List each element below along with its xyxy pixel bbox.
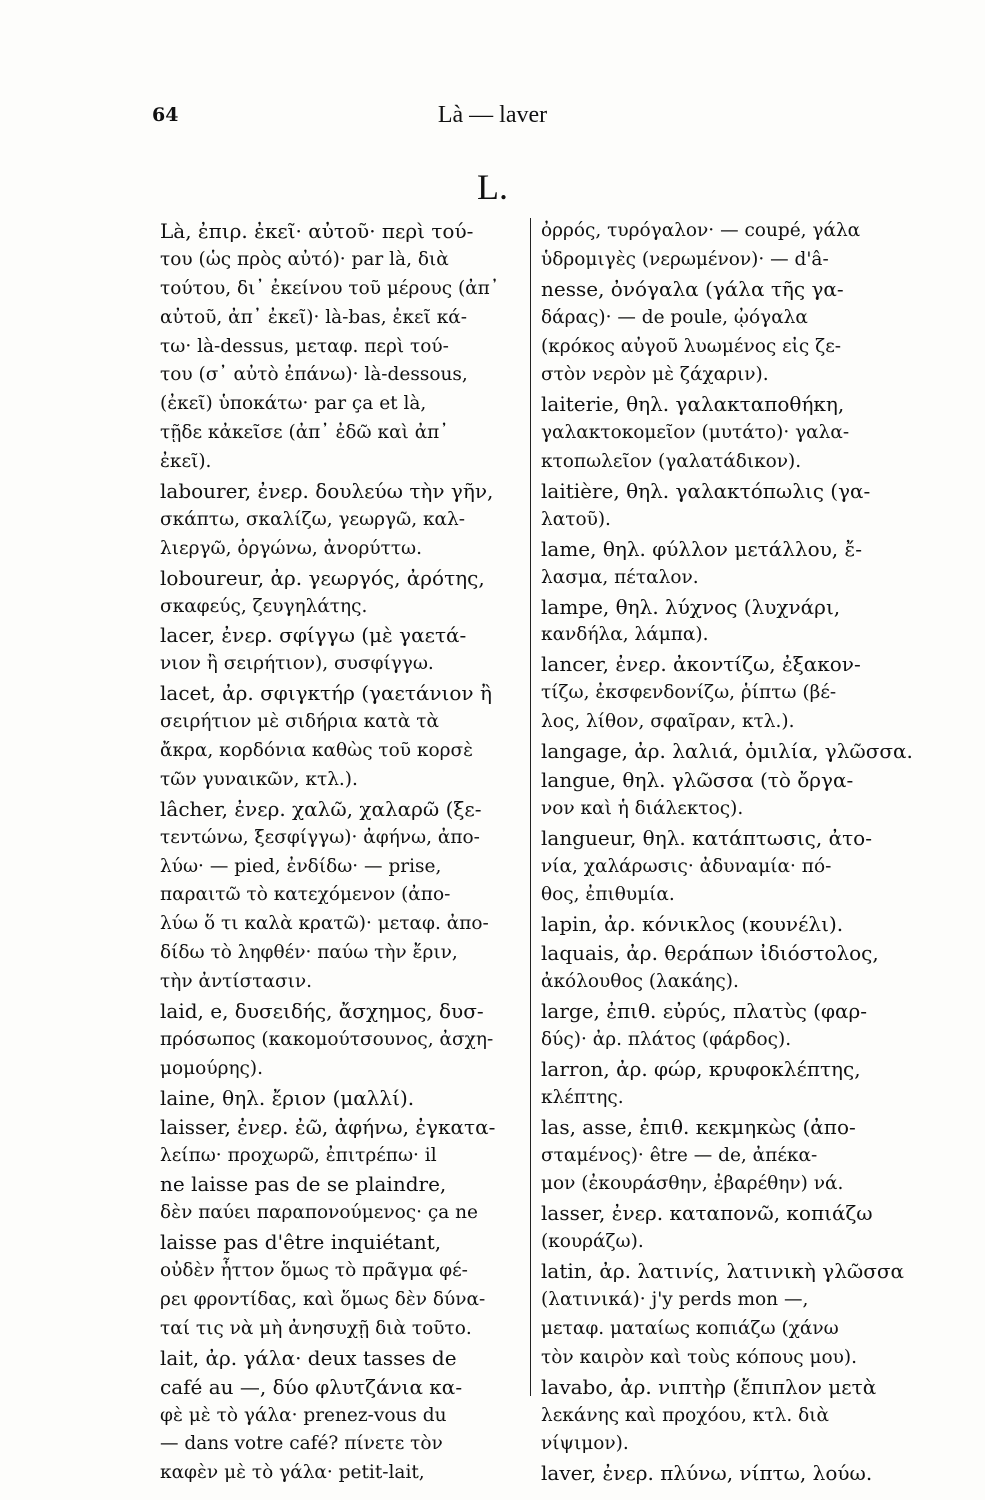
section-letter: L. xyxy=(477,167,508,207)
dictionary-line: σκαφεύς, ζευγηλάτης. xyxy=(160,595,368,617)
dictionary-line: lacet, ἀρ. σφιγκτήρ (γαετάνιον ἢ xyxy=(160,681,492,706)
dictionary-line: καφὲν μὲ τὸ γάλα· petit-lait, xyxy=(160,1462,425,1484)
dictionary-line: lacer, ἐνερ. σφίγγω (μὲ γαετά- xyxy=(160,623,467,648)
dictionary-line: langue, θηλ. γλῶσσα (τὸ ὄργα- xyxy=(541,767,854,792)
dictionary-line: lame, θηλ. φύλλον μετάλλου, ἔ- xyxy=(541,536,863,561)
dictionary-line: (κρόκος αὐγοῦ λυωμένος εἰς ζε- xyxy=(541,335,842,357)
dictionary-line: lapin, ἀρ. κόνικλος (κουνέλι). xyxy=(541,912,844,937)
dictionary-line: labourer, ἐνερ. δουλεύω τὴν γῆν, xyxy=(160,479,494,504)
dictionary-line: λύω· — pied, ἐνδίδω· — prise, xyxy=(160,855,442,877)
dictionary-line: τὸν καιρὸν καὶ τοὺς κόπους μου). xyxy=(541,1346,857,1368)
dictionary-line: τω· là-dessus, μεταφ. περὶ τού- xyxy=(160,335,449,357)
dictionary-line: λύω ὅ τι καλὰ κρατῶ)· μεταφ. ἀπο- xyxy=(160,913,489,935)
dictionary-line: νία, χαλάρωσις· ἀδυναμία· πό- xyxy=(541,855,832,877)
dictionary-line: laisser, ἐνερ. ἐῶ, ἀφήνω, ἐγκατα- xyxy=(160,1114,496,1139)
dictionary-line: (λατινικά)· j'y perds mon —, xyxy=(541,1288,809,1310)
dictionary-line: ἄκρα, κορδόνια καθὼς τοῦ κορσὲ xyxy=(160,740,474,762)
dictionary-line: ταί τις νὰ μὴ ἀνησυχῇ διὰ τοῦτο. xyxy=(160,1317,472,1339)
dictionary-line: (ἐκεῖ) ὑποκάτω· par ça et là, xyxy=(160,393,427,415)
dictionary-line: λος, λίθον, σφαῖραν, κτλ.). xyxy=(541,711,795,733)
dictionary-line: (κουράζω). xyxy=(541,1231,644,1253)
dictionary-line: σειρήτιον μὲ σιδήρια κατὰ τὰ xyxy=(160,711,440,733)
dictionary-line: Là, ἐπιρ. ἐκεῖ· αὐτοῦ· περὶ τού- xyxy=(160,219,474,243)
dictionary-line: λιεργῶ, ὀργώνω, ἀνορύττω. xyxy=(160,537,423,559)
dictionary-line: nesse, ὀνόγαλα (γάλα τῆς γα- xyxy=(541,276,844,301)
dictionary-line: lasser, ἐνερ. καταπονῶ, κοπιάζω xyxy=(541,1201,873,1226)
dictionary-line: λασμα, πέταλον. xyxy=(541,566,699,588)
dictionary-line: τῇδε κἀκεῖσε (ἀπ᾽ ἐδῶ καὶ ἀπ᾽ xyxy=(160,422,449,444)
dictionary-line: δὲν παύει παραπονούμενος· ça ne xyxy=(160,1202,479,1224)
dictionary-line: laisse pas d'être inquiétant, xyxy=(160,1230,442,1255)
dictionary-line: του (σ᾽ αὐτὸ ἐπάνω)· là-dessous, xyxy=(160,364,468,386)
dictionary-line: ἐκεῖ). xyxy=(160,451,212,473)
dictionary-line: κλέπτης. xyxy=(541,1086,624,1108)
dictionary-line: τεντώνω, ξεσφίγγω)· ἀφήνω, ἀπο- xyxy=(160,826,480,848)
dictionary-line: σκάπτω, σκαλίζω, γεωργῶ, καλ- xyxy=(160,508,465,530)
dictionary-line: lancer, ἐνερ. ἀκοντίζω, ἐξακον- xyxy=(541,652,861,677)
dictionary-line: σταμένος)· être — de, ἀπέκα- xyxy=(541,1144,818,1166)
dictionary-line: latin, ἀρ. λατινίς, λατινικὴ γλῶσσα xyxy=(541,1259,905,1284)
dictionary-line: πρόσωπος (κακομούτσουνος, ἀσχη- xyxy=(160,1028,494,1050)
dictionary-line: τούτου, δι᾽ ἐκείνου τοῦ μέρους (ἀπ᾽ xyxy=(160,277,500,299)
dictionary-line: langueur, θηλ. κατάπτωσις, ἀτο- xyxy=(541,825,872,850)
dictionary-line: μον (ἐκουράσθην, ἐβαρέθην) νά. xyxy=(541,1173,844,1195)
dictionary-line: laquais, ἀρ. θεράπων ἰδιόστολος, xyxy=(541,941,879,966)
dictionary-line: ἀκόλουθος (λακάης). xyxy=(541,971,739,993)
dictionary-line: λατοῦ). xyxy=(541,508,611,530)
page-number: 64 xyxy=(152,104,179,126)
dictionary-line: κανδήλα, λάμπα). xyxy=(541,624,709,646)
dictionary-line: ρει φροντίδας, καὶ ὅμως δὲν δύνα- xyxy=(160,1288,486,1310)
dictionary-line: οὐδὲν ἧττον ὅμως τὸ πρᾶγμα φέ- xyxy=(160,1260,468,1282)
dictionary-line: — dans votre café? πίνετε τὸν xyxy=(160,1433,443,1455)
dictionary-line: large, ἐπιθ. εὐρύς, πλατὺς (φαρ- xyxy=(541,999,867,1024)
dictionary-line: κτοπωλεῖον (γαλατάδικον). xyxy=(541,451,802,473)
dictionary-line: las, asse, ἐπιθ. κεκμηκὼς (ἀπο- xyxy=(541,1114,856,1139)
dictionary-line: μεταφ. ματαίως κοπιάζω (χάνω xyxy=(541,1317,839,1339)
right-column xyxy=(541,217,913,1486)
dictionary-line: γαλακτοκομεῖον (μυτάτο)· γαλα- xyxy=(541,422,850,444)
dictionary-line: lait, ἀρ. γάλα· deux tasses de xyxy=(160,1345,457,1370)
dictionary-line: laver, ἐνερ. πλύνω, νίπτω, λούω. xyxy=(541,1461,873,1486)
dictionary-line: café au —, δύο φλυτζάνια κα- xyxy=(160,1374,463,1399)
dictionary-line: φὲ μὲ τὸ γάλα· prenez-vous du xyxy=(160,1404,447,1426)
dictionary-line: θος, ἐπιθυμία. xyxy=(541,884,675,906)
dictionary-line: αὐτοῦ, ἀπ᾽ ἐκεῖ)· là-bas, ἐκεῖ κά- xyxy=(160,306,468,328)
dictionary-line: laitière, θηλ. γαλακτόπωλις (γα- xyxy=(541,479,871,504)
dictionary-line: μομούρης). xyxy=(160,1057,263,1079)
dictionary-line: παραιτῶ τὸ κατεχόμενον (ἀπο- xyxy=(160,884,451,906)
dictionary-line: λεκάνης καὶ προχόου, κτλ. διὰ xyxy=(541,1404,829,1426)
dictionary-line: νιον ἢ σειρήτιον), συσφίγγω. xyxy=(160,653,434,675)
dictionary-line: στὸν νερὸν μὲ ζάχαριν). xyxy=(541,364,769,386)
dictionary-line: larron, ἀρ. φώρ, κρυφοκλέπτης, xyxy=(541,1056,861,1081)
dictionary-line: δίδω τὸ ληφθέν· παύω τὴν ἔριν, xyxy=(160,942,458,964)
dictionary-line: νίψιμον). xyxy=(541,1433,629,1455)
dictionary-line: ὑδρομιγὲς (νερωμένον)· — d'â- xyxy=(541,248,829,270)
dictionary-line: lampe, θηλ. λύχνος (λυχνάρι, xyxy=(541,594,841,619)
dictionary-line: ὀρρός, τυρόγαλον· — coupé, γάλα xyxy=(541,220,861,241)
dictionary-line: λείπω· προχωρῶ, ἐπιτρέπω· il xyxy=(160,1144,437,1166)
dictionary-line: langage, ἀρ. λαλιά, ὁμιλία, γλῶσσα. xyxy=(541,739,913,764)
dictionary-line: τῶν γυναικῶν, κτλ.). xyxy=(160,768,358,790)
dictionary-line: laid, e, δυσειδής, ἄσχημος, δυσ- xyxy=(160,999,484,1024)
dictionary-line: lâcher, ἐνερ. χαλῶ, χαλαρῶ (ξε- xyxy=(160,796,482,821)
dictionary-line: τίζω, ἐκσφενδονίζω, ῥίπτω (βέ- xyxy=(541,682,837,704)
running-head: Là — laver xyxy=(437,102,548,128)
dictionary-line: ne laisse pas de se plaindre, xyxy=(160,1172,447,1197)
dictionary-line: τὴν ἀντίστασιν. xyxy=(160,971,313,993)
dictionary-line: του (ὡς πρὸς αὐτό)· par là, διὰ xyxy=(160,248,449,270)
left-column xyxy=(160,217,528,1484)
dictionary-line: δύς)· ἀρ. πλάτος (φάρδος). xyxy=(541,1028,792,1050)
dictionary-line: νον καὶ ἡ διάλεκτος). xyxy=(541,797,744,819)
column-divider xyxy=(530,218,531,1396)
dictionary-line: lavabo, ἀρ. νιπτὴρ (ἔπιπλον μετὰ xyxy=(541,1374,877,1399)
dictionary-line: laiterie, θηλ. γαλακταποθήκη, xyxy=(541,392,845,417)
dictionary-line: loboureur, ἀρ. γεωργός, ἀρότης, xyxy=(160,565,485,590)
dictionary-line: laine, θηλ. ἔριον (μαλλί). xyxy=(160,1085,415,1110)
dictionary-line: δάρας)· — de poule, ᾠόγαλα xyxy=(541,306,808,328)
